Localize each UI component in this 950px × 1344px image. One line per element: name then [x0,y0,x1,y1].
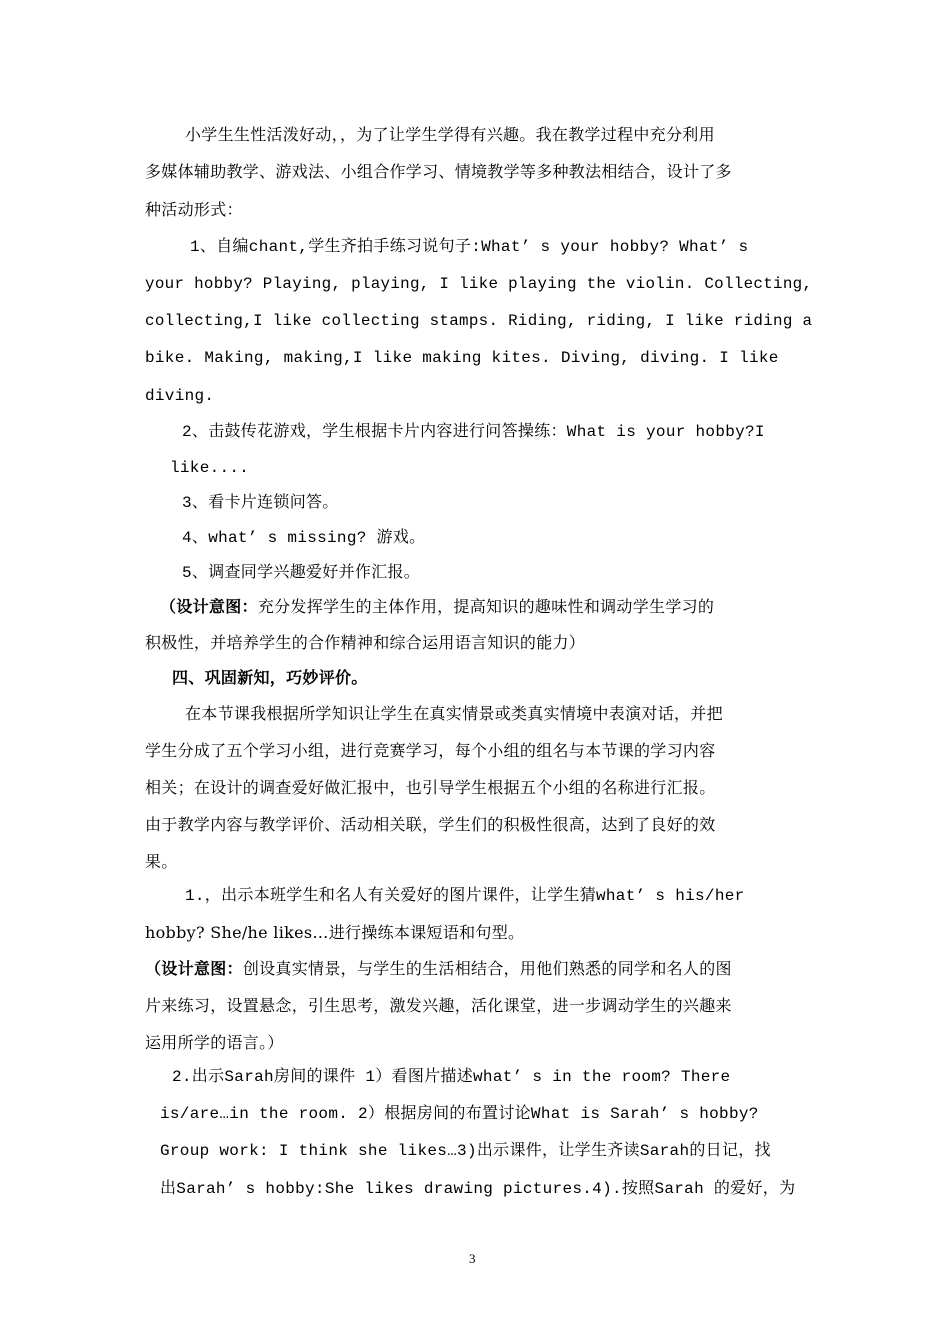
section4-item-2-line: 出Sarah’ s hobby:She likes drawing pictures.4).按照Sarah 的爱好，为 [160,1180,796,1198]
section4-item-2-line: Group work: I think she likes…3)出示课件，让学生齐读Sarah的日记，找 [160,1142,771,1160]
activity-item-1-line: 1、自编chant,学生齐拍手练习说句子:What’ s your hobby? What’ s [190,238,749,256]
activity-item-1-line: your hobby? Playing, playing, I like playing the violin. Collecting, [145,275,813,293]
design-intent-label: （设计意图： [160,597,258,616]
design-intent-1-line: 积极性，并培养学生的合作精神和综合运用语言知识的能力） [145,633,586,652]
section4-paragraph-line: 学生分成了五个学习小组，进行竞赛学习，每个小组的组名与本节课的学习内容 [145,741,716,760]
paragraph-line: 小学生生性活泼好动，，为了让学生学得有兴趣。我在教学过程中充分利用 [185,125,715,144]
design-intent-2-line: 运用所学的语言。） [145,1033,284,1052]
section4-paragraph-line: 果。 [145,852,178,871]
section4-paragraph-line: 由于教学内容与教学评价、活动相关联，学生们的积极性很高，达到了良好的效 [145,815,716,834]
paragraph-line: 多媒体辅助教学、游戏法、小组合作学习、情境教学等多种教法相结合，设计了多 [145,162,732,181]
paragraph-line: 种活动形式： [145,200,243,219]
activity-item-5: 5、调查同学兴趣爱好并作汇报。 [182,564,421,582]
section4-paragraph-line: 相关；在设计的调查爱好做汇报中，也引导学生根据五个小组的名称进行汇报。 [145,778,716,797]
section4-item-2-line: is/are…in the room. 2）根据房间的布置讨论What is Sarah’ s hobby? [160,1105,759,1123]
section-heading: 四、巩固新知，巧妙评价。 [172,668,368,687]
activity-item-3: 3、看卡片连锁问答。 [182,494,339,512]
design-intent-2-line: 片来练习，设置悬念，引生思考，激发兴趣，活化课堂，进一步调动学生的兴趣来 [145,996,732,1015]
page-number: 3 [469,1251,476,1266]
activity-item-1-line: diving. [145,387,215,405]
activity-item-2-line: 2、击鼓传花游戏，学生根据卡片内容进行问答操练：What is your hobby?I [182,423,765,441]
design-intent-text: 创设真实情景，与学生的生活相结合，用他们熟悉的同学和名人的图 [242,959,732,978]
activity-item-2-line: like.... [170,459,250,477]
section4-item-2-line: 2.出示Sarah房间的课件 1）看图片描述what’ s in the room? There [172,1068,731,1086]
design-intent-text: 充分发挥学生的主体作用，提高知识的趣味性和调动学生学习的 [257,597,715,616]
design-intent-2 [145,961,732,977]
section4-item-1-line: 1.，出示本班学生和名人有关爱好的图片课件，让学生猜what’ s his/her [185,887,745,905]
activity-item-1-line: bike. Making, making,I like making kites. Diving, diving. I like [145,349,779,367]
design-intent-label: （设计意图： [145,959,243,978]
activity-item-4: 4、what’ s missing? 游戏。 [182,529,426,547]
section4-paragraph-line: 在本节课我根据所学知识让学生在真实情景或类真实情境中表演对话，并把 [185,704,723,723]
activity-item-1-line: collecting,I like collecting stamps. Riding, riding, I like riding a [145,312,813,330]
design-intent-1 [160,599,714,615]
section4-item-1-line: hobby? She/he likes…进行操练本课短语和句型。 [145,923,525,942]
